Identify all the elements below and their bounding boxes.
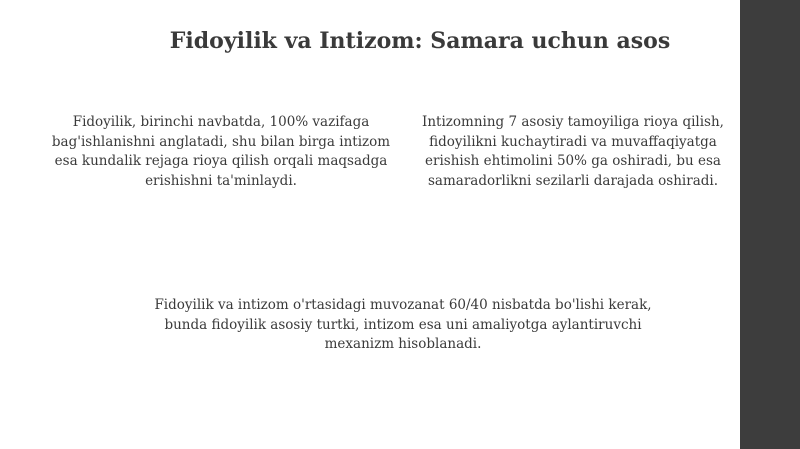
slide-title: Fidoyilik va Intizom: Samara uchun asos bbox=[169, 28, 671, 54]
paragraph-bottom: Fidoyilik va intizom o'rtasidagi muvozanat 60/40 nisbatda bo'lishi kerak, bunda fidoyilik asosiy turtki, intizom esa uni amaliyotga aylantiruvchi mexanizm hisoblanadi. bbox=[154, 297, 652, 352]
paragraph-right: Intizomning 7 asosiy tamoyiliga rioya qilish, fidoyilikni kuchaytiradi va muvaffaqiyatga erishish ehtimolini 50% ga oshiradi, bu esa samaradorlikni sezilarli darajada oshiradi. bbox=[422, 114, 724, 189]
paragraph-left: Fidoyilik, birinchi navbatda, 100% vazifaga bag'ishlanishni anglatadi, shu bilan birga intizom esa kundalik rejaga rioya qilish orqali maqsadga erishishni ta'minlaydi. bbox=[51, 114, 391, 189]
side-bar bbox=[740, 0, 800, 449]
